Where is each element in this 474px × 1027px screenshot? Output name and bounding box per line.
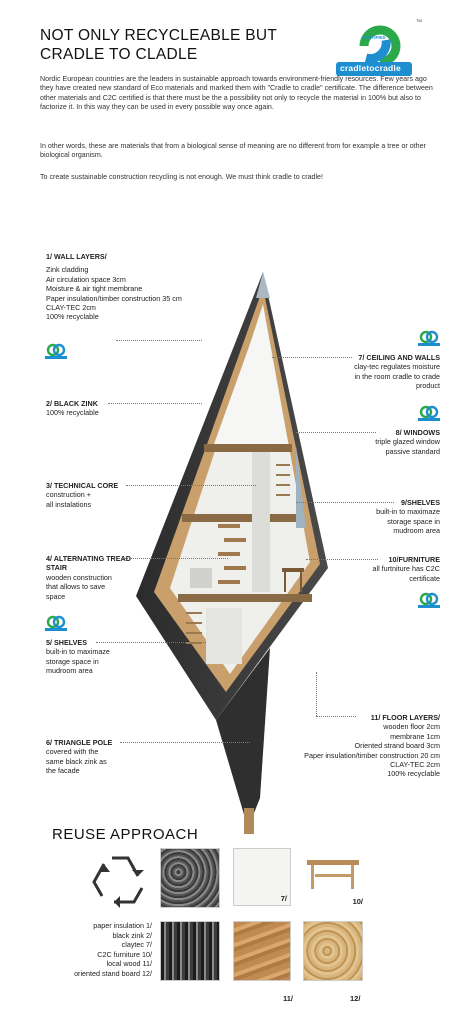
paper-insulation-texture: [160, 921, 220, 981]
tile-number-12: 12/: [350, 994, 361, 1003]
black-zink-texture: [160, 848, 220, 908]
label-wall-layers: 1/ WALL LAYERS/ Zink cladding Air circulation space 3cm Moisture & air tight membrane Paper insulation/timber construction 35 cm CLAY-TEC 2cm 100% recyclable: [46, 252, 236, 322]
legend-item: oriented stand board 12/: [74, 968, 152, 978]
leader-line: [96, 642, 206, 643]
leader-line: [120, 742, 250, 743]
oriented-strand-board-texture: [303, 921, 363, 981]
label-triangle-pole: 6/ TRIANGLE POLE covered with the same black zink as the facade: [46, 738, 113, 776]
claytec-texture: 7/: [233, 848, 291, 906]
label-ceiling-walls: 7/ CEILING AND WALLS clay-tec regulates moisture in the room cradle to crade product: [354, 353, 440, 391]
c2c-badge-icon: [44, 343, 68, 360]
label-furniture: 10/FURNITURE all furtniture has C2C certificate: [372, 555, 440, 583]
label-black-zink: 2/ BLACK ZINK 100% recyclable: [46, 399, 99, 418]
reuse-approach-title: REUSE APPROACH: [52, 826, 199, 843]
recycle-icon: [90, 850, 150, 908]
local-wood-texture: [233, 921, 291, 981]
leader-line: [108, 403, 202, 404]
legend-item: claytec 7/: [121, 940, 152, 950]
leader-line: [306, 559, 378, 560]
leader-line: [296, 432, 376, 433]
legend-item: local wood 11/: [106, 959, 152, 969]
c2c-badge-icon: [44, 615, 68, 632]
intro-paragraph-3: To create sustainable construction recycling is not enough. We must think cradle to cradle!: [40, 173, 323, 181]
title-line-2: CRADLE TO CLADLE: [40, 46, 198, 63]
leader-line: [272, 357, 352, 358]
leader-line: [118, 558, 228, 559]
logo-tm: TM: [416, 18, 422, 23]
label-shelves-5: 5/ SHELVES built-in to maximaze storage space in mudroom area: [46, 638, 110, 676]
legend-item: C2C furniture 10/: [97, 949, 152, 959]
logo-certified-text: CERTIFIED: [362, 35, 386, 40]
tile-number-11: 11/: [283, 994, 294, 1003]
label-alternating-stair: 4/ ALTERNATING TREAD STAIR wooden construction that allows to save space: [46, 554, 131, 601]
c2c-badge-icon: [417, 592, 441, 609]
title-line-1: NOT ONLY RECYCLEABLE BUT: [40, 27, 278, 44]
c2c-badge-icon: [417, 330, 441, 347]
leader-line: [316, 672, 317, 716]
label-windows: 8/ WINDOWS triple glazed window passive standard: [375, 428, 440, 456]
label-floor-layers: 11/ FLOOR LAYERS/ wooden floor 2cm membrane 1cm Oriented strand board 3cm Paper insulation/timber construction 20 cm CLAY-TEC 2cm 100% recyclable: [304, 713, 440, 779]
c2c-furniture-image: 10/: [303, 850, 363, 906]
reuse-legend: [40, 921, 152, 979]
logo-brand-text: cradletocradle: [340, 63, 401, 73]
legend-item: black zink 2/: [112, 930, 152, 940]
intro-paragraph-2: In other words, these are materials that from a biological sense of meaning are no different from for example a tree or other biological organism.: [40, 142, 426, 160]
label-shelves-9: 9/SHELVES built-in to maximaze storage space in mudroom area: [376, 498, 440, 536]
leader-line: [126, 485, 256, 486]
label-wall-layers-head: 1/ WALL LAYERS/: [46, 252, 107, 261]
label-technical-core: 3/ TECHNICAL CORE construction + all instalations: [46, 481, 119, 509]
leader-line: [296, 502, 394, 503]
legend-item: paper insulation 1/: [93, 921, 152, 930]
leader-line: [116, 340, 202, 341]
leader-line: [316, 716, 356, 717]
c2c-certified-logo: [336, 18, 436, 78]
page-title: [40, 26, 277, 64]
intro-paragraph-1: Nordic European countries are the leaders in sustainable approach towards environment-friendly resources. Few years ago they have created new standard of Eco materials and marked them with "Cradle to cradle" certificate. The difference between other materials and C2C certified is that there must be the a possibility not only to recycle the material in 100% but also to factorize it. In this way they can be used in every possible way once again.: [40, 75, 433, 111]
c2c-badge-icon: [417, 405, 441, 422]
